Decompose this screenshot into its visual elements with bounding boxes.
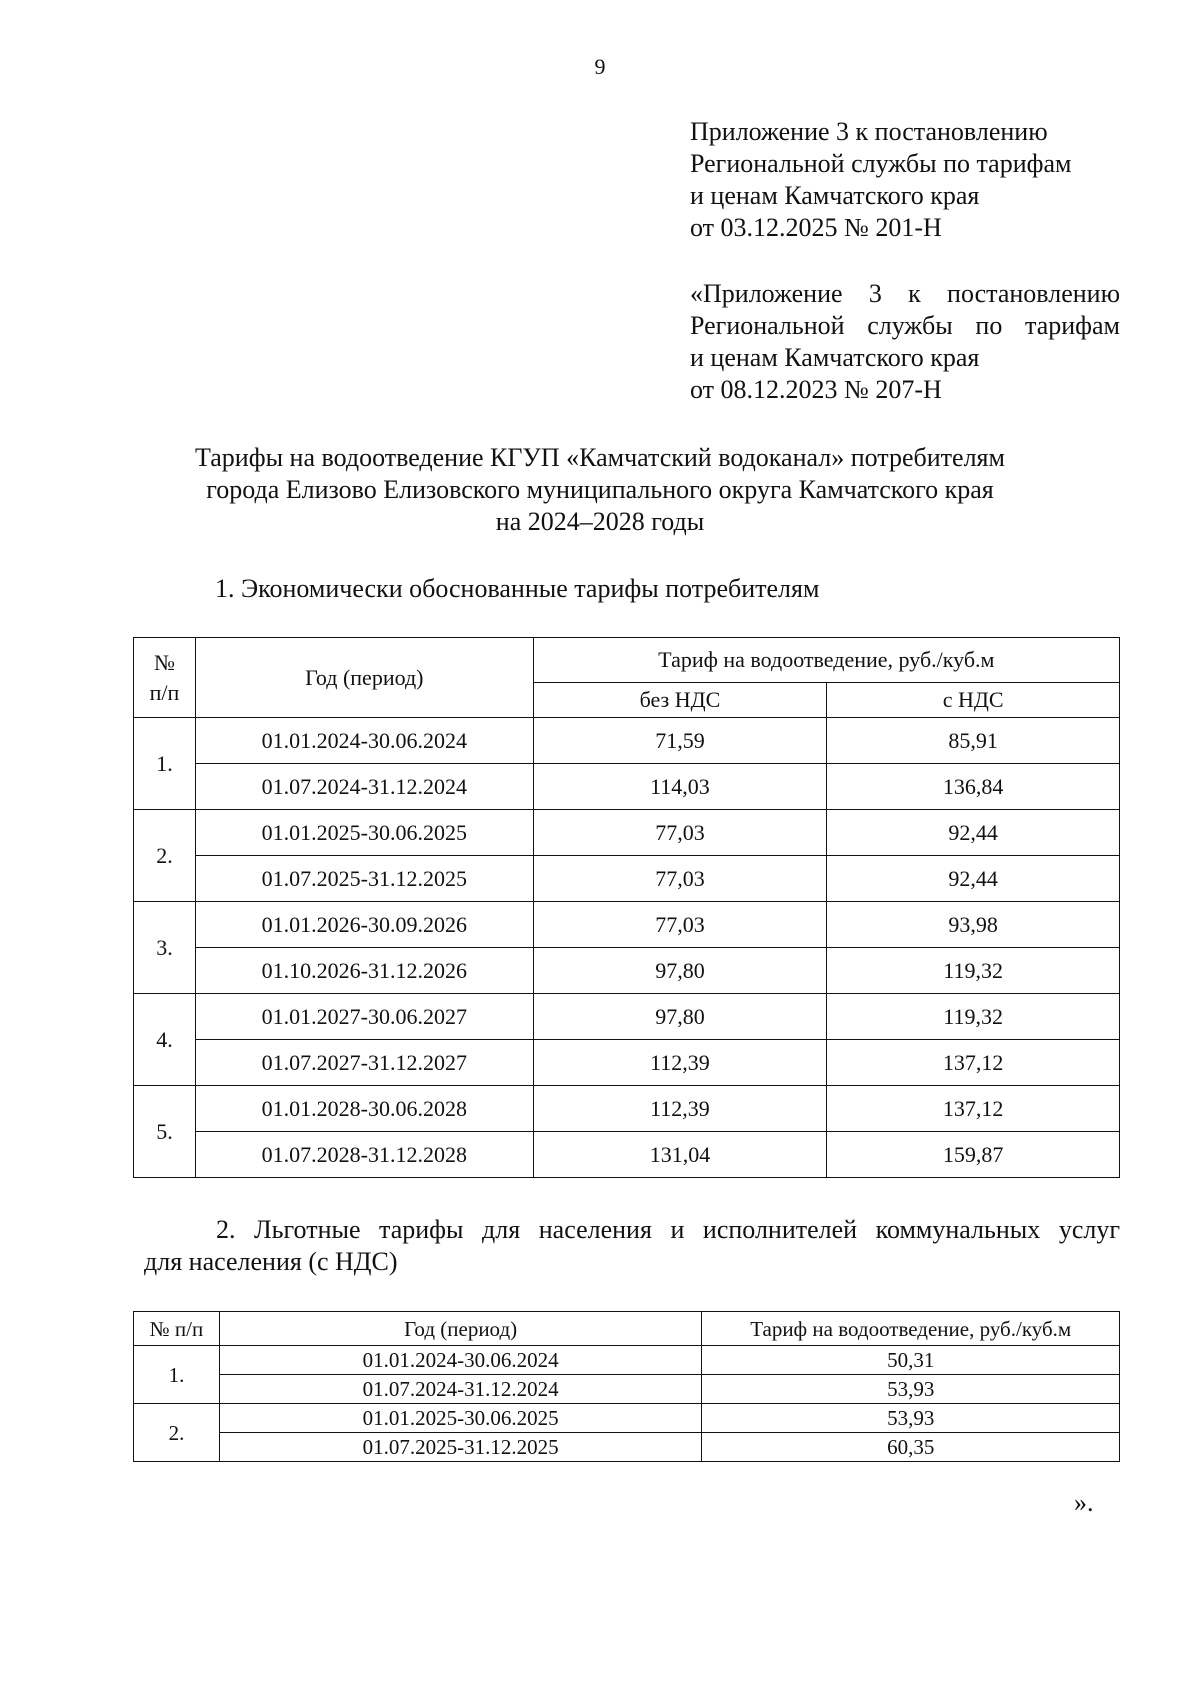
header-without-vat: без НДС <box>533 683 827 718</box>
row-number: 5. <box>134 1086 196 1178</box>
section1-heading: 1. Экономически обоснованные тарифы потребителям <box>215 574 820 603</box>
cell-with-vat: 119,32 <box>827 994 1120 1040</box>
cell-period: 01.01.2025-30.06.2025 <box>219 1404 701 1433</box>
cell-tariff: 50,31 <box>702 1346 1120 1375</box>
cell-with-vat: 92,44 <box>827 810 1120 856</box>
title-line: Тарифы на водоотведение КГУП «Камчатский водоканал» потребителям <box>195 443 1005 472</box>
section2-heading-line: для населения (с НДС) <box>144 1247 398 1276</box>
table-row <box>134 994 1120 1040</box>
cell-without-vat: 71,59 <box>533 718 827 764</box>
cell-period: 01.07.2028-31.12.2028 <box>195 1132 533 1178</box>
cell-without-vat: 97,80 <box>533 948 827 994</box>
row-number: 1. <box>134 718 196 810</box>
annex-line: Приложение 3 к постановлению <box>690 117 1048 146</box>
table-row <box>134 856 1120 902</box>
cell-with-vat: 136,84 <box>827 764 1120 810</box>
row-number: 4. <box>134 994 196 1086</box>
cell-without-vat: 112,39 <box>533 1086 827 1132</box>
cell-with-vat: 93,98 <box>827 902 1120 948</box>
cell-period: 01.01.2027-30.06.2027 <box>195 994 533 1040</box>
table-row <box>134 1433 1120 1462</box>
cell-period: 01.01.2028-30.06.2028 <box>195 1086 533 1132</box>
cell-period: 01.07.2024-31.12.2024 <box>195 764 533 810</box>
section2-heading-line: 2. Льготные тарифы для населения и исполнителей коммунальных услуг <box>216 1215 1120 1244</box>
annex-line: Региональной службы по тарифам <box>690 311 1120 340</box>
table-row <box>134 948 1120 994</box>
cell-without-vat: 131,04 <box>533 1132 827 1178</box>
cell-without-vat: 77,03 <box>533 902 827 948</box>
table-row <box>134 1346 1120 1375</box>
header-period: Год (период) <box>195 638 533 718</box>
cell-period: 01.07.2027-31.12.2027 <box>195 1040 533 1086</box>
cell-period: 01.07.2025-31.12.2025 <box>195 856 533 902</box>
cell-without-vat: 77,03 <box>533 810 827 856</box>
cell-tariff: 53,93 <box>702 1404 1120 1433</box>
cell-period: 01.07.2025-31.12.2025 <box>219 1433 701 1462</box>
cell-with-vat: 119,32 <box>827 948 1120 994</box>
cell-without-vat: 114,03 <box>533 764 827 810</box>
row-number: 1. <box>134 1346 220 1404</box>
document-title <box>0 442 1200 538</box>
cell-without-vat: 112,39 <box>533 1040 827 1086</box>
preferential-tariffs-table <box>133 1311 1120 1462</box>
table-row <box>134 810 1120 856</box>
cell-period: 01.01.2025-30.06.2025 <box>195 810 533 856</box>
section2-heading <box>144 1214 1120 1278</box>
economic-tariffs-table <box>133 637 1120 1178</box>
page-number: 9 <box>594 54 606 79</box>
table-row <box>134 764 1120 810</box>
cell-period: 01.10.2026-31.12.2026 <box>195 948 533 994</box>
table-row <box>134 1040 1120 1086</box>
cell-period: 01.01.2024-30.06.2024 <box>195 718 533 764</box>
title-line: на 2024–2028 годы <box>495 507 705 536</box>
header-with-vat: с НДС <box>827 683 1120 718</box>
cell-with-vat: 159,87 <box>827 1132 1120 1178</box>
header-number: № п/п <box>134 1312 220 1346</box>
header-period: Год (период) <box>219 1312 701 1346</box>
annex-line: и ценам Камчатского края <box>690 343 980 372</box>
cell-tariff: 60,35 <box>702 1433 1120 1462</box>
row-number: 2. <box>134 1404 220 1462</box>
table-row <box>134 1375 1120 1404</box>
table-row <box>134 1132 1120 1178</box>
table-row <box>134 718 1120 764</box>
annex-line: и ценам Камчатского края <box>690 181 980 210</box>
row-number: 2. <box>134 810 196 902</box>
header-number-text: № п/п <box>149 649 180 705</box>
cell-period: 01.01.2026-30.09.2026 <box>195 902 533 948</box>
title-line: города Елизово Елизовского муниципального округа Камчатского края <box>206 475 994 504</box>
cell-period: 01.07.2024-31.12.2024 <box>219 1375 701 1404</box>
header-tariff: Тариф на водоотведение, руб./куб.м <box>702 1312 1120 1346</box>
header-number <box>134 638 196 718</box>
cell-without-vat: 97,80 <box>533 994 827 1040</box>
cell-with-vat: 137,12 <box>827 1040 1120 1086</box>
table-row <box>134 1086 1120 1132</box>
cell-tariff: 53,93 <box>702 1375 1120 1404</box>
cell-without-vat: 77,03 <box>533 856 827 902</box>
annex-line: от 03.12.2025 № 201-Н <box>690 213 942 242</box>
annex-line: Региональной службы по тарифам <box>690 149 1072 178</box>
annex-reference-current <box>690 116 1120 244</box>
header-tariff: Тариф на водоотведение, руб./куб.м <box>533 638 1119 683</box>
annex-reference-previous <box>690 278 1120 406</box>
annex-line: от 08.12.2023 № 207-Н <box>690 375 942 404</box>
cell-with-vat: 85,91 <box>827 718 1120 764</box>
closing-quote-mark: ». <box>1074 1488 1094 1517</box>
row-number: 3. <box>134 902 196 994</box>
table-row <box>134 902 1120 948</box>
cell-period: 01.01.2024-30.06.2024 <box>219 1346 701 1375</box>
annex-line: «Приложение 3 к постановлению <box>690 279 1120 308</box>
cell-with-vat: 137,12 <box>827 1086 1120 1132</box>
table-row <box>134 1404 1120 1433</box>
cell-with-vat: 92,44 <box>827 856 1120 902</box>
